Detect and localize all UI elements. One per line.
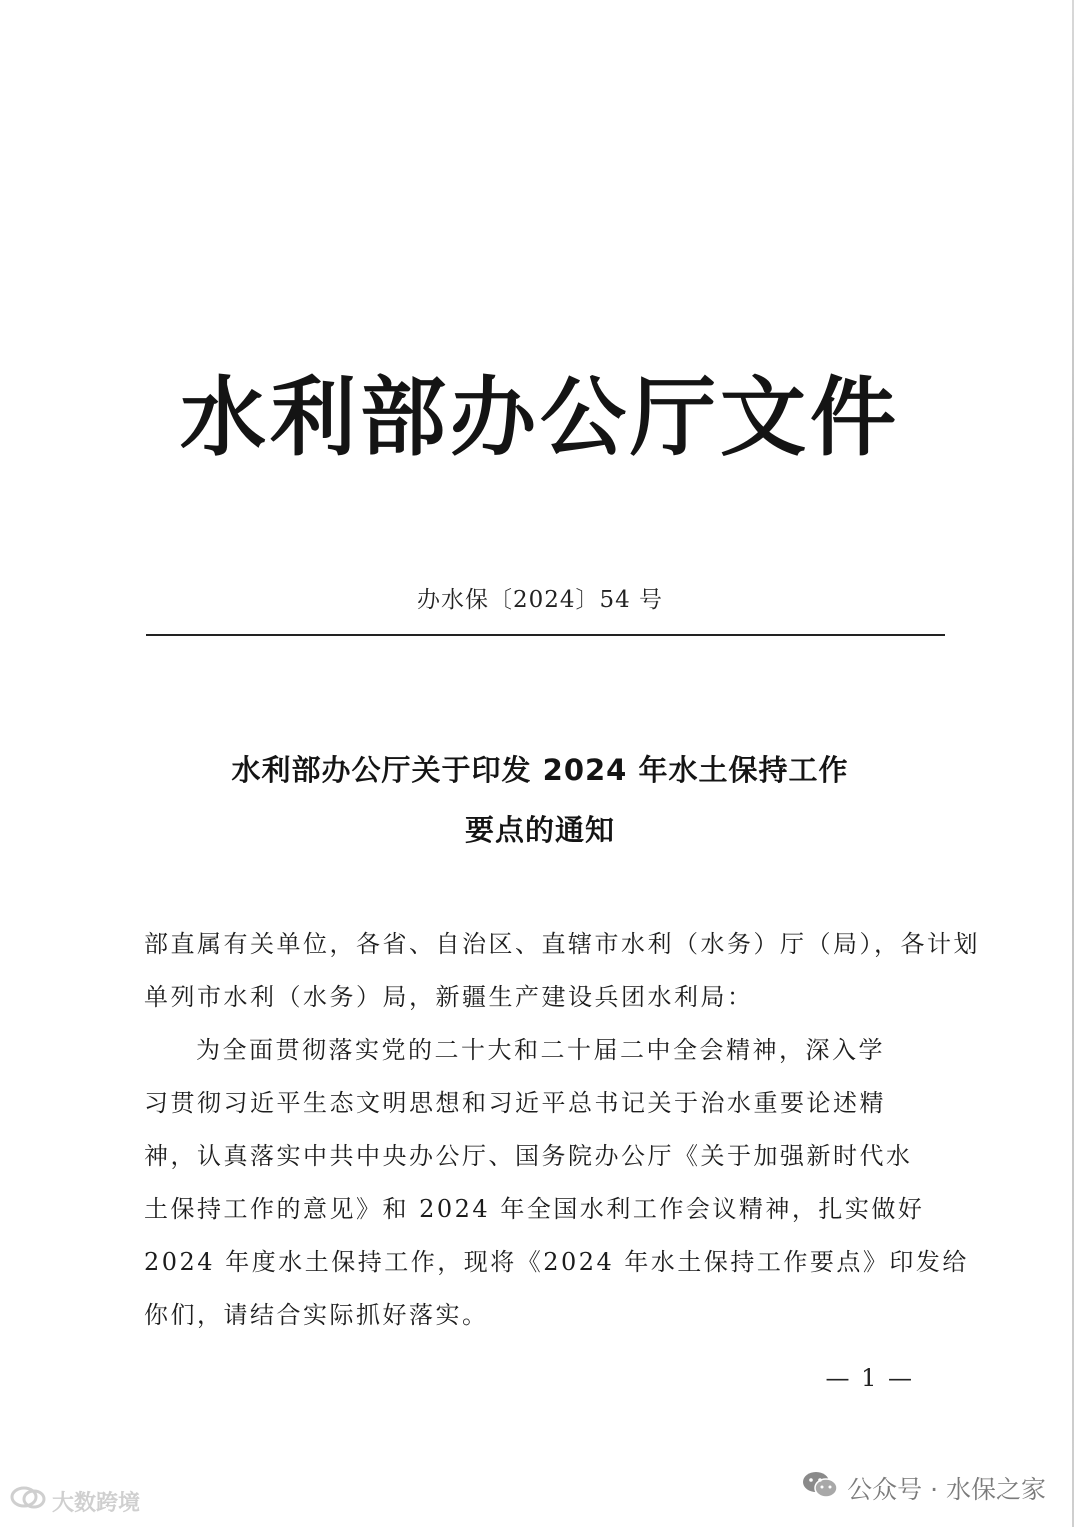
org-header-title: 水利部办公厅文件 — [180, 368, 900, 468]
body-line: 土保持工作的意见》和 2024 年全国水利工作会议精神，扎实做好 — [144, 1195, 925, 1223]
watermark-left — [10, 1485, 140, 1517]
body-line-addressee-1: 部直属有关单位，各省、自治区、直辖市水利（水务）厅（局），各计划 — [144, 930, 980, 958]
wechat-icon — [801, 1469, 839, 1507]
watermark-right-text: 公众号 · 水保之家 — [847, 1475, 1046, 1504]
header-divider — [146, 634, 945, 636]
document-number: 办水保〔2024〕54 号 — [416, 587, 664, 613]
page-number: — 1 — — [825, 1364, 914, 1392]
watermark-right — [801, 1468, 1046, 1508]
scan-edge — [1072, 0, 1074, 1527]
body-line: 2024 年度水土保持工作，现将《2024 年水土保持工作要点》印发给 — [144, 1248, 969, 1276]
notice-title — [120, 740, 960, 860]
body-line: 神，认真落实中共中央办公厅、国务院办公厅《关于加强新时代水 — [144, 1142, 913, 1170]
watermark-left-text: 大数跨境 — [52, 1490, 141, 1516]
notice-body — [144, 918, 980, 1342]
notice-title-line-1: 水利部办公厅关于印发 2024 年水土保持工作 — [231, 753, 849, 787]
body-line: 习贯彻习近平生态文明思想和习近平总书记关于治水重要论述精 — [144, 1089, 886, 1117]
chat-bubble-icon — [10, 1485, 46, 1517]
body-line-last: 你们，请结合实际抓好落实。 — [144, 1301, 489, 1329]
body-line-paragraph-start: 为全面贯彻落实党的二十大和二十届二中全会精神，深入学 — [196, 1036, 885, 1064]
body-line-addressee-2: 单列市水利（水务）局，新疆生产建设兵团水利局： — [144, 983, 754, 1011]
notice-title-line-2: 要点的通知 — [464, 813, 615, 847]
